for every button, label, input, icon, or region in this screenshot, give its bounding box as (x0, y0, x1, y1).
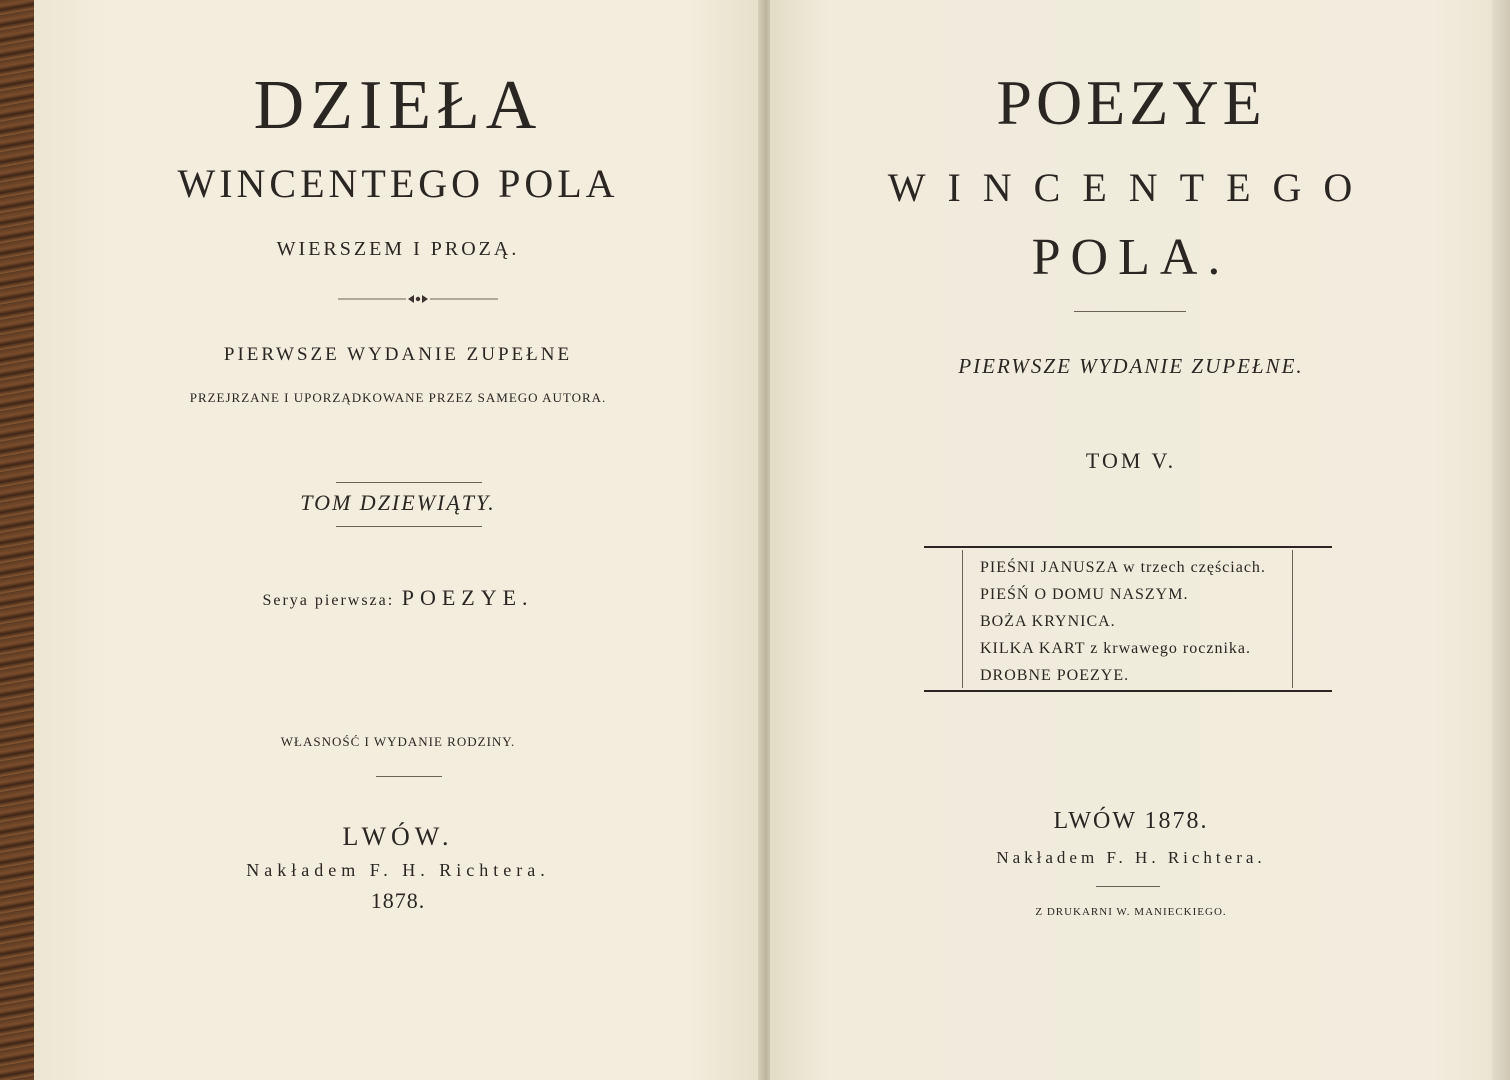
series-label: Serya pierwsza: (262, 592, 395, 609)
contents-item: PIEŚNI JANUSZA w trzech częściach. (980, 559, 1266, 576)
page-edge (1492, 0, 1510, 1080)
left-author: WINCENTEGO POLA (177, 161, 619, 206)
left-title: DZIEŁA (253, 67, 543, 144)
right-publisher: Nakładem F. H. Richtera. (996, 848, 1266, 867)
right-edition: PIERWSZE WYDANIE ZUPEŁNE. (958, 354, 1304, 378)
right-title: POEZYE (996, 67, 1266, 138)
contents-list (924, 548, 1332, 689)
volume-rule-top (336, 482, 482, 483)
title-rule (1074, 311, 1186, 312)
contents-rule-right (1292, 550, 1293, 688)
contents-item: BOŻA KRYNICA. (980, 613, 1116, 630)
publisher-rule (1096, 886, 1160, 887)
left-edition: PIERWSZE WYDANIE ZUPEŁNE (223, 344, 573, 365)
ornament-divider (338, 292, 498, 306)
right-page (770, 0, 1492, 1080)
contents-item: PIEŚŃ O DOMU NASZYM. (980, 586, 1189, 603)
right-author-line1: WINCENTEGO (887, 165, 1375, 210)
left-city: LWÓW. (342, 822, 454, 851)
series-name: POEZYE. (401, 585, 534, 610)
left-ownership: WŁASNOŚĆ I WYDANIE RODZINY. (280, 734, 516, 749)
short-rule (376, 776, 442, 777)
left-page (34, 0, 762, 1080)
contents-rule-left (962, 550, 963, 688)
left-year: 1878. (370, 888, 426, 913)
right-city-year: LWÓW 1878. (1053, 808, 1209, 834)
right-author-line2: POLA. (1031, 229, 1231, 286)
left-subtitle: WIERSZEM I PROZĄ. (276, 238, 520, 260)
volume-rule-bottom (336, 526, 482, 527)
right-printer: Z DRUKARNI W. MANIECKIEGO. (1035, 906, 1227, 918)
left-volume: TOM DZIEWIĄTY. (300, 490, 496, 515)
right-volume: TOM V. (1085, 448, 1177, 473)
left-series (34, 585, 762, 611)
contents-item: DROBNE POEZYE. (980, 667, 1130, 684)
left-publisher: Nakładem F. H. Richtera. (246, 860, 550, 880)
contents-box (924, 546, 1332, 692)
left-revision-note: PRZEJRZANE I UPORZĄDKOWANE PRZEZ SAMEGO AUTORA. (189, 390, 607, 405)
book-spine-edge (0, 0, 34, 1080)
contents-item: KILKA KART z krwawego rocznika. (980, 640, 1252, 657)
